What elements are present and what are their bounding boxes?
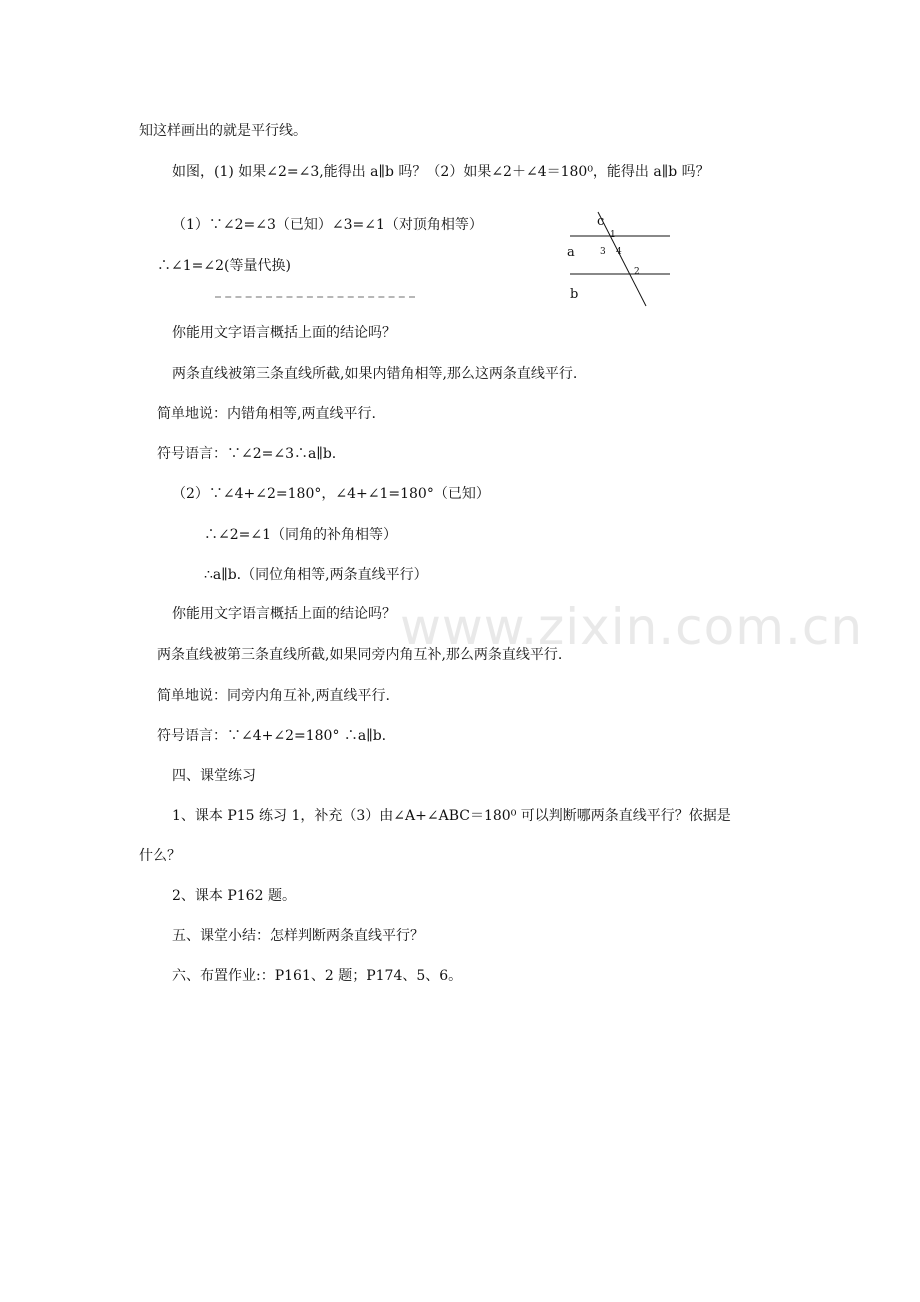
- text-line: ∴a∥b.（同位角相等,两条直线平行）: [204, 567, 428, 583]
- text-line: 符号语言：∵∠4+∠2=180° ∴a∥b.: [157, 728, 387, 744]
- label-c: c: [597, 214, 605, 229]
- parallel-lines-diagram: [560, 208, 680, 308]
- text-line: 你能用文字语言概括上面的结论吗？: [172, 606, 396, 622]
- label-a: a: [567, 245, 575, 260]
- text-line: 符号语言：∵∠2=∠3∴a∥b.: [157, 446, 337, 462]
- text-line: 什么？: [139, 848, 181, 864]
- label-angle-2: 2: [634, 267, 640, 277]
- text-line: 两条直线被第三条直线所截,如果同旁内角互补,那么两条直线平行.: [157, 647, 563, 663]
- text-line: （1）∵∠2=∠3（已知）∠3=∠1（对顶角相等）: [172, 217, 483, 233]
- text-line: 你能用文字语言概括上面的结论吗？: [172, 325, 396, 341]
- section-heading: 四、课堂练习: [172, 768, 256, 784]
- text-line: 简单地说：内错角相等,两直线平行.: [157, 406, 376, 422]
- text-line: 两条直线被第三条直线所截,如果内错角相等,那么这两条直线平行.: [172, 366, 578, 382]
- section-heading: 五、课堂小结：怎样判断两条直线平行？: [172, 928, 424, 944]
- label-angle-1: 1: [610, 230, 616, 240]
- cropped-text-strip: [215, 294, 415, 302]
- watermark: www.zixin.com.cn: [400, 598, 864, 656]
- text-line: 1、课本 P15 练习 1，补充（3）由∠A+∠ABC＝180⁰ 可以判断哪两条直线平行？依据是: [172, 808, 731, 824]
- text-line: （2）∵∠4+∠2=180°，∠4+∠1=180°（已知）: [172, 486, 490, 502]
- text-line: 2、课本 P162 题。: [172, 888, 296, 904]
- text-line: 简单地说：同旁内角互补,两直线平行.: [157, 688, 390, 704]
- text-line: 知这样画出的就是平行线。: [139, 123, 307, 139]
- text-line: 如图，(1) 如果∠2=∠3,能得出 a∥b 吗？（2）如果∠2＋∠4＝180⁰，能得出 a∥b 吗？: [172, 164, 710, 180]
- parallel-lines-figure: [560, 208, 680, 312]
- label-b: b: [570, 287, 579, 302]
- label-angle-3: 3: [600, 247, 606, 257]
- label-angle-4: 4: [616, 247, 622, 257]
- text-line: ∴∠1=∠2(等量代换): [157, 258, 291, 274]
- section-heading: 六、布置作业:：P161、2 题；P174、5、6。: [172, 968, 463, 984]
- text-line: ∴∠2=∠1（同角的补角相等）: [204, 527, 398, 543]
- line-c: [598, 212, 646, 306]
